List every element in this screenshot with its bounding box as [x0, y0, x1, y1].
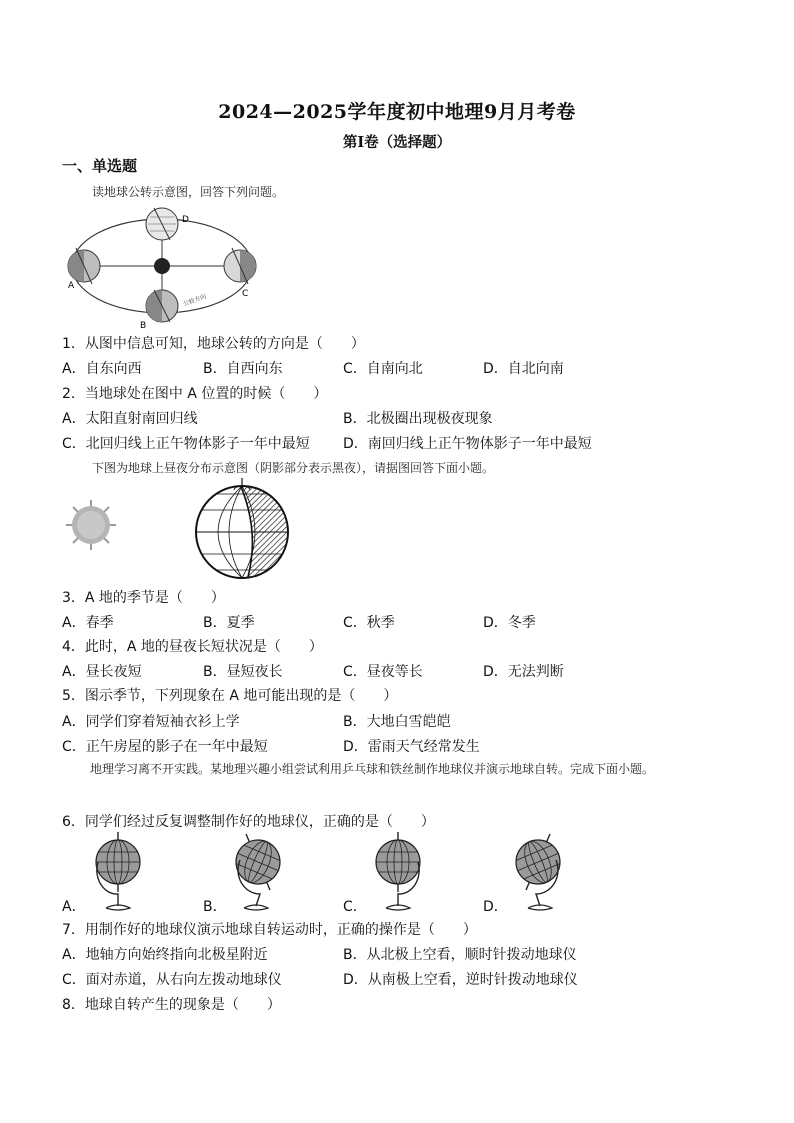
q5-option-c[interactable]: C．正午房屋的影子在一年中最短: [62, 739, 268, 755]
q4-option-d[interactable]: D．无法判断: [483, 664, 564, 680]
q2-option-c[interactable]: C．北回归线上正午物体影子一年中最短: [62, 436, 310, 452]
earth-a-icon: [68, 248, 100, 284]
earth-b-icon: [146, 290, 178, 322]
q4-option-c[interactable]: C．昼夜等长: [343, 664, 423, 680]
label-a: A: [68, 281, 75, 291]
sun-icon: [154, 258, 170, 274]
passage-1-intro: 读地球公转示意图，回答下列问题。: [92, 185, 285, 199]
q2-option-b[interactable]: B．北极圈出现极夜现象: [343, 411, 493, 427]
q6-option-c[interactable]: C．: [343, 899, 367, 915]
question-8-stem: 8．地球自转产生的现象是（ ）: [62, 997, 281, 1013]
question-1-stem: 1．从图中信息可知，地球公转的方向是（ ）: [62, 336, 365, 352]
q7-option-a[interactable]: A．地轴方向始终指向北极星附近: [62, 947, 268, 963]
label-d: D: [182, 215, 189, 225]
q3-option-d[interactable]: D．冬季: [483, 615, 536, 631]
sun-figure-icon: [64, 498, 118, 552]
day-night-globe-figure: [180, 480, 304, 580]
q1-option-c[interactable]: C．自南向北: [343, 361, 423, 377]
q5-option-a[interactable]: A．同学们穿着短袖衣衫上学: [62, 714, 240, 730]
q3-option-c[interactable]: C．秋季: [343, 615, 395, 631]
question-3-stem: 3．A 地的季节是（ ）: [62, 590, 225, 606]
q7-option-c[interactable]: C．面对赤道，从右向左拨动地球仪: [62, 972, 282, 988]
page-title: 2024—2025学年度初中地理9月月考卷: [218, 101, 576, 123]
question-7-stem: 7．用制作好的地球仪演示地球自转运动时，正确的操作是（ ）: [62, 922, 477, 938]
q5-option-d[interactable]: D．雷雨天气经常发生: [343, 739, 480, 755]
earth-d-icon: [146, 208, 178, 240]
q5-option-b[interactable]: B．大地白雪皑皑: [343, 714, 451, 730]
page-subtitle: 第Ⅰ卷（选择题）: [342, 134, 452, 151]
q1-option-d[interactable]: D．自北向南: [483, 361, 564, 377]
svg-text:公转方向: 公转方向: [182, 293, 208, 308]
question-4-stem: 4．此时，A 地的昼夜长短状况是（ ）: [62, 639, 323, 655]
earth-orbit-figure: [62, 204, 262, 329]
q7-option-b[interactable]: B．从北极上空看，顺时针拨动地球仪: [343, 947, 577, 963]
q3-option-b[interactable]: B．夏季: [203, 615, 255, 631]
earth-c-icon: [224, 248, 256, 284]
q6-option-b[interactable]: B．: [203, 899, 227, 915]
passage-3-intro: 地理学习离不开实践。某地理兴趣小组尝试利用乒乓球和铁丝制作地球仪并演示地球自转。完成下面小题。: [90, 762, 655, 776]
globe-model-b-icon[interactable]: [228, 832, 288, 912]
q3-option-a[interactable]: A．春季: [62, 615, 114, 631]
passage-2-intro: 下图为地球上昼夜分布示意图（阴影部分表示黑夜），请据图回答下面小题。: [92, 461, 495, 475]
label-b: B: [140, 321, 147, 331]
question-5-stem: 5．图示季节，下列现象在 A 地可能出现的是（ ）: [62, 688, 398, 704]
globe-model-a-icon[interactable]: [88, 832, 148, 912]
q4-option-b[interactable]: B．昼短夜长: [203, 664, 283, 680]
q4-option-a[interactable]: A．昼长夜短: [62, 664, 142, 680]
q2-option-d[interactable]: D．南回归线上正午物体影子一年中最短: [343, 436, 592, 452]
section-heading: 一、单选题: [62, 157, 138, 175]
q1-option-b[interactable]: B．自西向东: [203, 361, 283, 377]
q1-option-a[interactable]: A．自东向西: [62, 361, 142, 377]
q6-option-d[interactable]: D．: [483, 899, 508, 915]
label-c: C: [242, 289, 249, 299]
question-6-stem: 6．同学们经过反复调整制作好的地球仪，正确的是（ ）: [62, 814, 435, 830]
globe-model-c-icon[interactable]: [368, 832, 428, 912]
q7-option-d[interactable]: D．从南极上空看，逆时针拨动地球仪: [343, 972, 578, 988]
globe-model-d-icon[interactable]: [508, 832, 568, 912]
q6-option-a[interactable]: A．: [62, 899, 86, 915]
q2-option-a[interactable]: A．太阳直射南回归线: [62, 411, 198, 427]
question-2-stem: 2．当地球处在图中 A 位置的时候（ ）: [62, 386, 328, 402]
